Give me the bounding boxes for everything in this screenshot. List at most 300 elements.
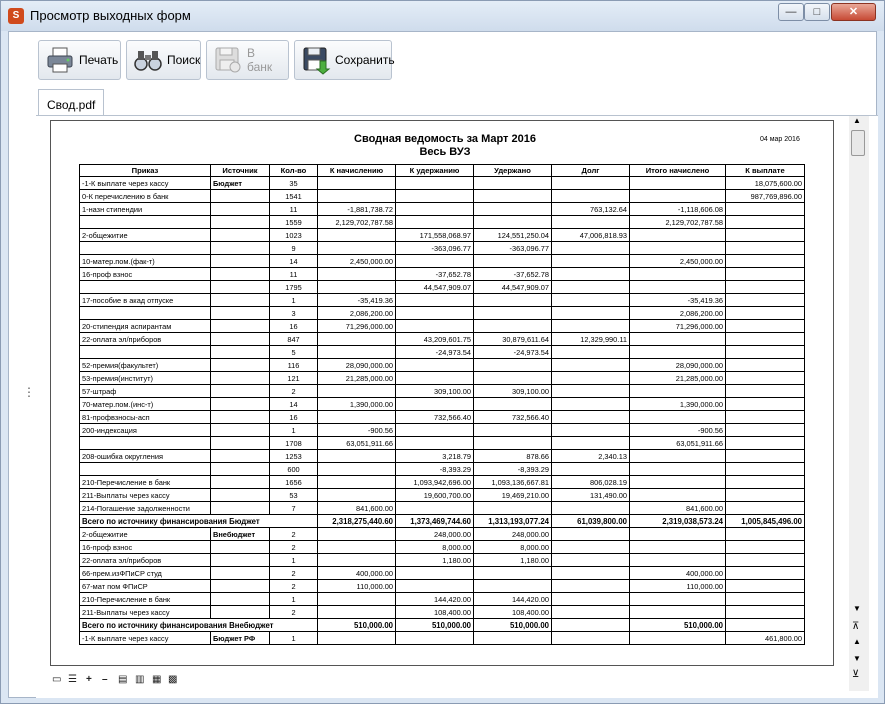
column-header: Приказ	[80, 165, 211, 177]
table-cell	[474, 307, 552, 320]
search-button[interactable]	[126, 40, 201, 80]
table-cell	[211, 541, 270, 554]
table-cell: 14	[270, 398, 318, 411]
table-cell: 52-премия(факультет)	[80, 359, 211, 372]
save-label: Сохранить	[335, 53, 395, 67]
table-cell	[552, 411, 630, 424]
table-cell: 3,218.79	[396, 450, 474, 463]
table-cell: 1,390,000.00	[630, 398, 726, 411]
table-cell	[318, 632, 396, 645]
table-cell: -900.56	[630, 424, 726, 437]
table-cell: 19,600,700.00	[396, 489, 474, 502]
table-cell	[474, 398, 552, 411]
table-cell	[552, 177, 630, 190]
table-row	[80, 632, 805, 645]
table-cell	[552, 528, 630, 541]
table-cell: 1795	[270, 281, 318, 294]
prev-page-icon[interactable]: ▲	[853, 637, 861, 646]
table-cell	[396, 320, 474, 333]
disk-bank-icon	[213, 45, 243, 75]
table-cell: 2,086,200.00	[318, 307, 396, 320]
total-value: 1,313,193,077.24	[474, 515, 552, 528]
table-cell: 2,450,000.00	[318, 255, 396, 268]
table-cell: -363,096.77	[474, 242, 552, 255]
table-cell	[318, 593, 396, 606]
tab-svod-pdf[interactable]: Свод.pdf	[38, 89, 104, 117]
table-cell: 309,100.00	[396, 385, 474, 398]
total-label: Всего по источнику финансирования Бюджет	[80, 515, 318, 528]
table-cell: 878.66	[474, 450, 552, 463]
table-row	[80, 580, 805, 593]
table-cell: 14	[270, 255, 318, 268]
table-cell: 44,547,909.07	[396, 281, 474, 294]
table-cell: -900.56	[318, 424, 396, 437]
single-page-icon[interactable]: ▤	[118, 674, 128, 685]
table-cell: 1	[270, 593, 318, 606]
table-cell	[726, 229, 805, 242]
table-row	[80, 216, 805, 229]
table-cell	[552, 307, 630, 320]
table-cell	[552, 554, 630, 567]
table-cell	[726, 294, 805, 307]
table-cell	[211, 476, 270, 489]
table-cell: 108,400.00	[396, 606, 474, 619]
table-cell: 2	[270, 606, 318, 619]
table-row	[80, 502, 805, 515]
menu-icon[interactable]: ☰	[68, 674, 77, 685]
table-cell: -1,881,738.72	[318, 203, 396, 216]
table-cell: 248,000.00	[396, 528, 474, 541]
table-cell	[726, 541, 805, 554]
table-cell	[726, 411, 805, 424]
table-cell	[318, 385, 396, 398]
table-cell: 108,400.00	[474, 606, 552, 619]
table-cell: 3	[270, 307, 318, 320]
table-cell	[80, 242, 211, 255]
table-cell: 1,180.00	[474, 554, 552, 567]
table-cell: -37,652.78	[396, 268, 474, 281]
column-header: К удержанию	[396, 165, 474, 177]
column-header: К выплате	[726, 165, 805, 177]
title-bar[interactable]	[1, 1, 884, 31]
table-cell	[211, 463, 270, 476]
sidebar-toggle-icon[interactable]: ▭	[52, 674, 62, 685]
table-row	[80, 281, 805, 294]
table-row	[80, 398, 805, 411]
table-cell	[552, 255, 630, 268]
table-cell	[552, 359, 630, 372]
table-row	[80, 307, 805, 320]
table-cell: 21,285,000.00	[318, 372, 396, 385]
pdf-viewer	[36, 115, 878, 698]
table-cell	[396, 567, 474, 580]
table-cell: 2,129,702,787.58	[630, 216, 726, 229]
bank-label: В банк	[247, 46, 273, 74]
table-cell: 144,420.00	[474, 593, 552, 606]
table-cell: 63,051,911.66	[318, 437, 396, 450]
table-cell	[396, 502, 474, 515]
table-cell: 121	[270, 372, 318, 385]
table-cell: 8,000.00	[396, 541, 474, 554]
table-cell	[211, 554, 270, 567]
table-cell	[318, 476, 396, 489]
table-cell	[318, 177, 396, 190]
table-cell	[630, 554, 726, 567]
table-cell	[552, 632, 630, 645]
first-page-icon[interactable]: ⊼	[852, 621, 860, 632]
table-cell: 10-матер.пом.(фак-т)	[80, 255, 211, 268]
table-cell	[80, 281, 211, 294]
table-cell: 8,000.00	[474, 541, 552, 554]
table-cell	[552, 463, 630, 476]
table-cell	[552, 541, 630, 554]
table-cell	[552, 502, 630, 515]
table-cell: 400,000.00	[318, 567, 396, 580]
table-cell	[474, 437, 552, 450]
table-cell: 2-общежитие	[80, 528, 211, 541]
table-cell: 1,180.00	[396, 554, 474, 567]
table-cell: 70-матер.пом.(инс-т)	[80, 398, 211, 411]
scroll-thumb[interactable]	[851, 130, 865, 156]
table-cell	[211, 229, 270, 242]
table-cell	[396, 216, 474, 229]
table-cell: 248,000.00	[474, 528, 552, 541]
total-value	[726, 619, 805, 632]
table-cell: 57-штраф	[80, 385, 211, 398]
table-cell: 20-стипендия аспирантам	[80, 320, 211, 333]
table-cell: 1656	[270, 476, 318, 489]
table-cell	[80, 463, 211, 476]
table-cell: 2	[270, 385, 318, 398]
report-subtitle: Весь ВУЗ	[419, 146, 471, 158]
table-cell: 1	[270, 424, 318, 437]
table-cell: -363,096.77	[396, 242, 474, 255]
table-cell	[474, 255, 552, 268]
total-value: 1,373,469,744.60	[396, 515, 474, 528]
report-title	[51, 133, 834, 159]
table-cell	[726, 320, 805, 333]
table-cell	[552, 593, 630, 606]
table-cell: -8,393.29	[474, 463, 552, 476]
table-cell: 110,000.00	[630, 580, 726, 593]
table-cell: 53	[270, 489, 318, 502]
table-row	[80, 567, 805, 580]
table-cell: 110,000.00	[318, 580, 396, 593]
table-row	[80, 606, 805, 619]
table-cell: 21,285,000.00	[630, 372, 726, 385]
table-cell	[630, 593, 726, 606]
table-cell	[396, 580, 474, 593]
total-value: 510,000.00	[474, 619, 552, 632]
table-cell	[211, 502, 270, 515]
table-cell: Внебюджет	[211, 528, 270, 541]
table-cell	[211, 307, 270, 320]
table-cell	[726, 437, 805, 450]
total-value: 510,000.00	[318, 619, 396, 632]
table-cell	[552, 424, 630, 437]
table-row	[80, 450, 805, 463]
zoom-out-icon[interactable]: –	[102, 674, 108, 685]
table-cell	[726, 203, 805, 216]
table-cell	[396, 424, 474, 437]
app-icon: S	[8, 8, 24, 24]
table-cell: 1	[270, 294, 318, 307]
table-cell	[552, 580, 630, 593]
table-cell	[318, 489, 396, 502]
table-cell: 841,600.00	[630, 502, 726, 515]
table-cell: 806,028.19	[552, 476, 630, 489]
table-cell	[726, 463, 805, 476]
table-cell	[726, 359, 805, 372]
table-cell	[211, 268, 270, 281]
table-cell: 2,450,000.00	[630, 255, 726, 268]
table-cell	[552, 567, 630, 580]
table-row	[80, 203, 805, 216]
table-cell: 171,558,068.97	[396, 229, 474, 242]
table-cell	[474, 190, 552, 203]
table-cell: 763,132.64	[552, 203, 630, 216]
table-cell: 47,006,818.93	[552, 229, 630, 242]
table-cell	[726, 398, 805, 411]
table-cell	[474, 203, 552, 216]
table-row	[80, 229, 805, 242]
save-disk-icon	[301, 45, 331, 75]
vertical-scrollbar[interactable]	[849, 116, 869, 691]
bank-button[interactable]	[206, 40, 289, 80]
table-cell	[552, 190, 630, 203]
table-cell	[396, 190, 474, 203]
table-cell	[726, 346, 805, 359]
table-cell: 71,296,000.00	[630, 320, 726, 333]
table-cell	[211, 216, 270, 229]
table-row	[80, 554, 805, 567]
table-cell: -37,652.78	[474, 268, 552, 281]
table-cell	[318, 450, 396, 463]
table-cell	[630, 177, 726, 190]
table-cell: 19,469,210.00	[474, 489, 552, 502]
table-cell	[396, 177, 474, 190]
table-cell	[726, 281, 805, 294]
table-cell	[396, 372, 474, 385]
table-row	[80, 476, 805, 489]
table-cell	[211, 346, 270, 359]
table-cell	[318, 528, 396, 541]
table-cell	[726, 606, 805, 619]
table-row	[80, 190, 805, 203]
table-row	[80, 255, 805, 268]
table-cell: 2,340.13	[552, 450, 630, 463]
total-value: 61,039,800.00	[552, 515, 630, 528]
client-area	[8, 31, 877, 698]
table-cell: 71,296,000.00	[318, 320, 396, 333]
table-row	[80, 346, 805, 359]
table-cell	[630, 242, 726, 255]
table-cell: 600	[270, 463, 318, 476]
table-cell	[474, 216, 552, 229]
continuous-page-icon[interactable]: ▥	[135, 674, 145, 685]
table-cell	[396, 203, 474, 216]
table-cell	[630, 476, 726, 489]
table-cell	[630, 411, 726, 424]
table-cell: 131,490.00	[552, 489, 630, 502]
table-cell	[318, 333, 396, 346]
table-cell	[318, 554, 396, 567]
table-cell	[211, 359, 270, 372]
table-cell	[211, 424, 270, 437]
splitter-grip[interactable]: ⋮	[23, 385, 35, 399]
table-cell	[474, 424, 552, 437]
total-value: 1,005,845,496.00	[726, 515, 805, 528]
total-value: 2,318,275,440.60	[318, 515, 396, 528]
table-cell: -1,118,606.08	[630, 203, 726, 216]
column-header: Удержано	[474, 165, 552, 177]
table-cell: 211-Выплаты через кассу	[80, 489, 211, 502]
table-cell	[552, 294, 630, 307]
table-cell	[630, 528, 726, 541]
table-cell	[726, 450, 805, 463]
table-cell: 211-Выплаты через кассу	[80, 606, 211, 619]
table-cell: 144,420.00	[396, 593, 474, 606]
table-cell	[396, 632, 474, 645]
table-row	[80, 489, 805, 502]
table-cell	[211, 385, 270, 398]
facing-pages-icon[interactable]: ▦	[152, 674, 162, 685]
table-cell	[211, 567, 270, 580]
table-row	[80, 320, 805, 333]
table-row	[80, 385, 805, 398]
scroll-up-icon[interactable]: ▲	[853, 116, 861, 125]
report-table	[79, 164, 805, 645]
table-cell	[630, 541, 726, 554]
table-cell: 35	[270, 177, 318, 190]
table-cell: 66-прем.изФПиСР студ	[80, 567, 211, 580]
table-cell: 12,329,990.11	[552, 333, 630, 346]
table-cell	[474, 177, 552, 190]
table-cell: 16	[270, 411, 318, 424]
table-cell: 16-проф взнос	[80, 268, 211, 281]
table-row	[80, 359, 805, 372]
table-cell: 2-общежитие	[80, 229, 211, 242]
view-mode-bar	[36, 667, 846, 691]
table-cell: 7	[270, 502, 318, 515]
table-cell: 1	[270, 632, 318, 645]
table-cell: 2	[270, 541, 318, 554]
table-cell	[630, 489, 726, 502]
zoom-in-icon[interactable]: +	[86, 674, 92, 685]
table-cell	[726, 593, 805, 606]
print-label: Печать	[79, 53, 119, 67]
table-cell	[318, 606, 396, 619]
table-cell: -35,419.36	[630, 294, 726, 307]
table-cell: -8,393.29	[396, 463, 474, 476]
table-cell: 67-мат пом ФПиСР	[80, 580, 211, 593]
table-cell	[630, 450, 726, 463]
table-cell: 847	[270, 333, 318, 346]
table-cell	[726, 385, 805, 398]
table-cell: 2	[270, 528, 318, 541]
table-cell	[474, 359, 552, 372]
table-cell	[211, 203, 270, 216]
table-cell	[630, 229, 726, 242]
table-cell: 987,769,896.00	[726, 190, 805, 203]
table-cell	[318, 281, 396, 294]
table-cell: 2	[270, 567, 318, 580]
print-button[interactable]	[38, 40, 121, 80]
save-button[interactable]	[294, 40, 395, 80]
table-cell	[630, 463, 726, 476]
table-cell	[726, 242, 805, 255]
table-cell	[552, 216, 630, 229]
table-cell: 43,209,601.75	[396, 333, 474, 346]
table-cell: 214-Погашение задолженности	[80, 502, 211, 515]
table-cell: 841,600.00	[318, 502, 396, 515]
grid-pages-icon[interactable]: ▩	[168, 674, 178, 685]
total-value	[552, 619, 630, 632]
table-cell	[726, 567, 805, 580]
table-row	[80, 268, 805, 281]
table-cell	[211, 593, 270, 606]
table-cell	[318, 346, 396, 359]
table-cell: 28,090,000.00	[318, 359, 396, 372]
maximize-button[interactable]: □	[804, 3, 830, 21]
table-cell	[726, 372, 805, 385]
table-cell	[630, 385, 726, 398]
table-cell: 16	[270, 320, 318, 333]
table-cell	[552, 398, 630, 411]
table-row	[80, 528, 805, 541]
table-cell	[211, 489, 270, 502]
minimize-button[interactable]: —	[778, 3, 804, 21]
table-cell: -35,419.36	[318, 294, 396, 307]
table-cell: 732,566.40	[396, 411, 474, 424]
table-row	[80, 463, 805, 476]
table-cell	[211, 450, 270, 463]
table-cell: 1559	[270, 216, 318, 229]
table-cell	[211, 398, 270, 411]
scroll-down-icon[interactable]: ▼	[853, 604, 861, 613]
table-cell: 2	[270, 580, 318, 593]
table-cell	[726, 528, 805, 541]
table-cell: 17-пособие в акад отпуске	[80, 294, 211, 307]
table-cell: 210-Перечисление в банк	[80, 593, 211, 606]
table-cell	[474, 632, 552, 645]
column-header: Долг	[552, 165, 630, 177]
table-row	[80, 593, 805, 606]
table-header-row	[80, 165, 805, 177]
table-cell	[630, 268, 726, 281]
table-cell: 53-премия(институт)	[80, 372, 211, 385]
table-cell: 11	[270, 268, 318, 281]
table-cell: 30,879,611.64	[474, 333, 552, 346]
table-cell	[552, 242, 630, 255]
table-row	[80, 177, 805, 190]
table-cell	[396, 398, 474, 411]
table-row	[80, 242, 805, 255]
table-cell: 1541	[270, 190, 318, 203]
close-button[interactable]: ✕	[831, 3, 876, 21]
table-cell	[396, 294, 474, 307]
table-cell: 1708	[270, 437, 318, 450]
table-cell	[726, 216, 805, 229]
table-cell	[552, 268, 630, 281]
table-cell	[726, 268, 805, 281]
last-page-icon[interactable]: ⊻	[852, 669, 860, 680]
next-page-icon[interactable]: ▼	[853, 654, 861, 663]
table-cell	[552, 372, 630, 385]
column-header: К начислению	[318, 165, 396, 177]
table-cell: -1-К выплате через кассу	[80, 632, 211, 645]
search-label: Поиск	[167, 53, 201, 67]
